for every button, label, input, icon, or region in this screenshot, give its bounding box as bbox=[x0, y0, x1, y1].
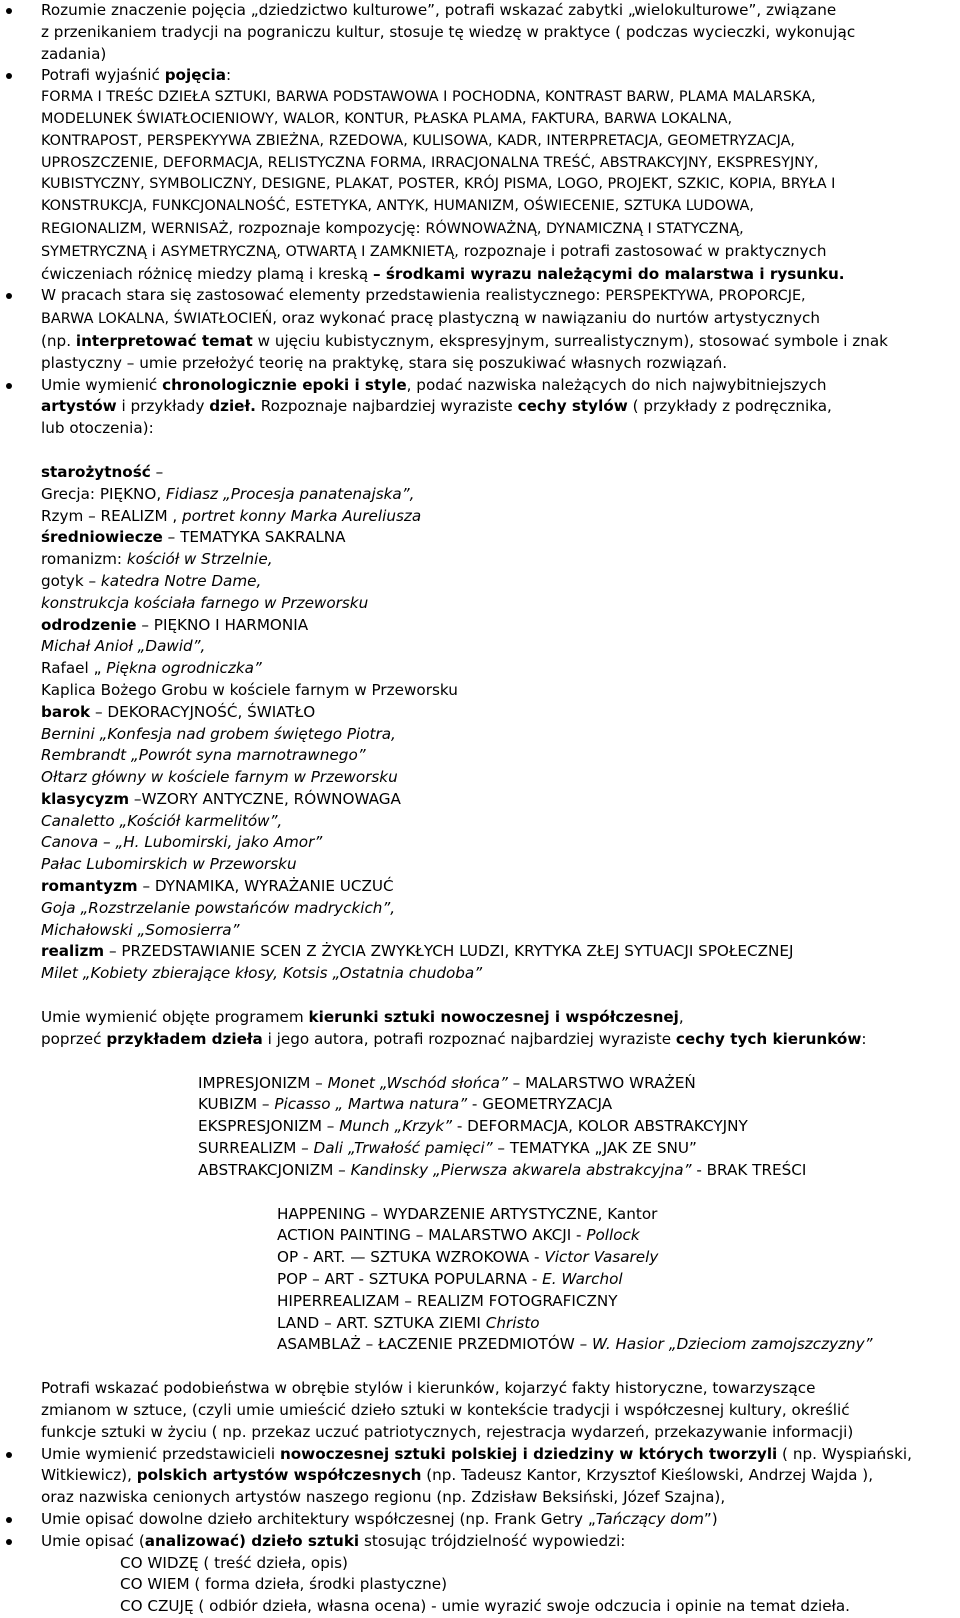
text-line: funkcje sztuki w życiu ( np. przekaz uczuć patriotycznych, rejestracja wydarzeń, przekazywanie informacji) bbox=[41, 1422, 854, 1441]
text-run: REGIONALIZM, WERNISAŻ, bbox=[41, 220, 234, 237]
text-line bbox=[41, 876, 944, 898]
text-line bbox=[41, 527, 944, 549]
text-run: Grecja: PIĘKNO, bbox=[41, 484, 167, 503]
text-line bbox=[41, 285, 944, 308]
text-run: Umie wymienić bbox=[41, 375, 163, 394]
bold-run: nowoczesnej sztuki polskiej i dziedziny w których tworzyli bbox=[279, 1444, 778, 1463]
modern-art-intro bbox=[0, 1007, 960, 1051]
text-run: ACTION PAINTING – MALARSTWO AKCJI - bbox=[277, 1226, 587, 1245]
movement-line bbox=[277, 1313, 944, 1335]
artist-name: Victor Vasarely bbox=[544, 1248, 659, 1267]
text-run: i bbox=[146, 241, 161, 260]
text-run: Potrafi wyjaśnić bbox=[41, 66, 165, 85]
text-run: – PIĘKNO I HARMONIA bbox=[136, 615, 309, 634]
text-line: Potrafi wskazać podobieństwa w obrębie stylów i kierunków, kojarzyć fakty historyczne, towarzyszące bbox=[41, 1379, 816, 1398]
spacer bbox=[0, 985, 960, 1007]
list-item-analysis bbox=[0, 1531, 960, 1618]
text-line: Michałowski „Somosierra” bbox=[41, 920, 240, 939]
styles-section bbox=[0, 462, 960, 985]
text-line: Ołtarz główny w kościele farnym w Przeworsku bbox=[41, 768, 398, 787]
text-line bbox=[41, 241, 944, 264]
epoch-name: średniowiecze bbox=[41, 528, 163, 547]
text-line: Canova – „H. Lubomirski, jako Amor” bbox=[41, 833, 323, 852]
text-run: SYMETRYCZNĄ bbox=[41, 243, 147, 260]
text-line: plastyczny – umie przełożyć teorię na praktykę, stara się poszukiwać własnych rozwiązań. bbox=[41, 353, 728, 372]
spacer bbox=[0, 440, 960, 462]
text-line: Kaplica Bożego Grobu w kościele farnym w Przeworsku bbox=[41, 680, 458, 699]
list-item-heritage bbox=[0, 0, 960, 65]
text-run: –WZORY ANTYCZNE, RÓWNOWAGA bbox=[129, 789, 401, 808]
text-run: , bbox=[678, 1008, 684, 1027]
movement-line bbox=[277, 1225, 944, 1247]
bold-run: przykładem dzieła bbox=[106, 1029, 263, 1048]
text-line bbox=[41, 462, 944, 484]
artwork-title: W. Hasior „Dzieciom zamojszczyzny” bbox=[592, 1335, 873, 1354]
artwork-title: Munch „Krzyk” bbox=[339, 1117, 453, 1136]
text-line: Rozumie znaczenie pojęcia „dziedzictwo kulturowe”, potrafi wskazać zabytki „wielokulturowe”, związane bbox=[41, 1, 837, 19]
artwork-title: portret konny Marka Aureliusza bbox=[182, 506, 422, 525]
text-line bbox=[41, 308, 944, 331]
bold-run: chronologicznie epoki i style bbox=[162, 375, 407, 394]
bold-run: kierunki sztuki nowoczesnej i współczesnej bbox=[308, 1008, 679, 1027]
text-line bbox=[41, 789, 944, 811]
text-line bbox=[41, 571, 944, 593]
text-line bbox=[41, 396, 944, 418]
text-line bbox=[41, 1509, 944, 1531]
text-run: EKSPRESJONIZM – bbox=[198, 1117, 340, 1136]
text-run: Umie opisać dowolne dzieło architektury współczesnej (np. Frank Getry „ bbox=[41, 1510, 596, 1528]
artwork-title: Kandinsky „Pierwsza akwarela abstrakcyjna” bbox=[350, 1160, 692, 1179]
text-run: Umie opisać ( bbox=[41, 1531, 145, 1550]
bold-run: artystów bbox=[41, 397, 117, 416]
bold-run: polskich artystów współczesnych bbox=[136, 1466, 422, 1485]
text-run: gotyk – bbox=[41, 571, 101, 590]
artwork-title: kościół w Strzelnie, bbox=[126, 550, 273, 569]
terms-line: FORMA I TREŚC DZIEŁA SZTUKI, BARWA PODSTAWOWA I POCHODNA, KONTRAST BARW, PLAMA MALARSKA, bbox=[41, 89, 816, 106]
text-line bbox=[41, 1007, 944, 1029]
text-run: BARWA LOKALNA, ŚWIATŁOCIEŃ, bbox=[41, 311, 277, 328]
text-run: POP – ART - SZTUKA POPULARNA - bbox=[277, 1270, 543, 1289]
text-line: konstrukcja kościała farnego w Przeworsku bbox=[41, 593, 369, 612]
text-run: – bbox=[150, 462, 164, 481]
text-run: – TEMATYKA „JAK ZE SNU” bbox=[492, 1139, 697, 1158]
epoch-name: barok bbox=[41, 702, 91, 721]
text-run: : bbox=[225, 66, 232, 85]
text-line bbox=[41, 484, 944, 506]
movements-list-1 bbox=[0, 1073, 960, 1182]
text-run: – DYNAMIKA, WYRAŻANIE UCZUĆ bbox=[137, 877, 394, 896]
text-line bbox=[41, 658, 944, 680]
text-run: Rzym – REALIZM , bbox=[41, 506, 183, 525]
list-item-architecture bbox=[0, 1509, 960, 1531]
text-run: ABSTRAKCJONIZM – bbox=[198, 1160, 351, 1179]
text-run: - BRAK TREŚCI bbox=[691, 1160, 807, 1179]
text-line: zmianom w sztuce, (czyli umie umieścić dzieło sztuki w kontekście tradycji i współczesnej kultury, określić bbox=[41, 1401, 850, 1420]
analysis-step: CO CZUJĘ ( odbiór dzieła, własna ocena) - umie wyrazić swoje odczucia i opinie na temat dzieła. bbox=[120, 1597, 851, 1616]
text-line bbox=[41, 702, 944, 724]
text-run: ”) bbox=[703, 1510, 718, 1528]
text-line bbox=[41, 615, 944, 637]
text-run: – TEMATYKA SAKRALNA bbox=[162, 528, 346, 547]
text-run: RÓWNOWAŻNĄ, DYNAMICZNĄ I STATYCZNĄ, bbox=[425, 220, 744, 237]
text-run: - GEOMETRYZACJA bbox=[467, 1095, 613, 1114]
text-line: Bernini „Konfesja nad grobem świętego Piotra, bbox=[41, 724, 396, 743]
text-line bbox=[41, 1531, 944, 1553]
list-item-concepts bbox=[0, 65, 960, 285]
analysis-steps bbox=[41, 1553, 944, 1618]
bold-run: pojęcia bbox=[164, 66, 226, 85]
spacer bbox=[0, 1356, 960, 1378]
text-run: SURREALIZM – bbox=[198, 1139, 314, 1158]
text-line bbox=[41, 331, 944, 353]
text-run: ( przykłady z podręcznika, bbox=[627, 397, 832, 416]
bold-run: interpretować temat bbox=[75, 331, 253, 350]
text-run: – PRZEDSTAWIANIE SCEN Z ŻYCIA ZWYKŁYCH LUDZI, KRYTYKA ZŁEJ SYTUACJI SPOŁECZNEJ bbox=[104, 942, 794, 961]
movement-line bbox=[198, 1138, 944, 1160]
movement-line bbox=[198, 1073, 944, 1095]
text-run: oraz wykonać pracę plastyczną w nawiązaniu do nurtów artystycznych bbox=[276, 309, 820, 328]
text-run: rozpoznaje i potrafi zastosować w praktycznych bbox=[458, 241, 827, 260]
text-line: zadania) bbox=[41, 44, 107, 63]
text-run: – DEKORACYJNOŚĆ, ŚWIATŁO bbox=[90, 702, 316, 721]
movement-line: HAPPENING – WYDARZENIE ARTYSTYCZNE, Kantor bbox=[277, 1204, 658, 1223]
text-run: OP - ART. — SZTUKA WZROKOWA - bbox=[277, 1248, 545, 1267]
text-run: : bbox=[861, 1029, 867, 1048]
text-run: Witkiewicz), bbox=[41, 1466, 137, 1485]
summary-paragraph bbox=[0, 1378, 960, 1443]
text-run: (np. Tadeusz Kantor, Krzysztof Kieślowski, Andrzej Wajda ), bbox=[421, 1466, 874, 1485]
bold-run: dzieł. bbox=[209, 397, 256, 416]
spacer bbox=[0, 1182, 960, 1204]
text-line bbox=[41, 506, 944, 528]
text-run: KUBIZM – bbox=[198, 1095, 275, 1114]
terms-line: MODELUNEK ŚWIATŁOCIENIOWY, WALOR, KONTUR, PŁASKA PLAMA, FAKTURA, BARWA LOKALNA, bbox=[41, 110, 733, 127]
movement-line bbox=[198, 1160, 944, 1182]
text-line bbox=[41, 218, 944, 241]
text-run: W pracach stara się zastosować elementy przedstawienia realistycznego: bbox=[41, 286, 606, 305]
text-run: i przykłady bbox=[116, 397, 210, 416]
text-line bbox=[41, 375, 944, 397]
text-line bbox=[41, 941, 944, 963]
spacer bbox=[0, 1051, 960, 1073]
list-item-epochs bbox=[0, 375, 960, 440]
text-run: romanizm: bbox=[41, 550, 127, 569]
list-item-polish-art bbox=[0, 1444, 960, 1509]
bold-run: – środkami wyrazu należącymi do malarstwa i rysunku. bbox=[372, 264, 845, 283]
epoch-name: klasycyzm bbox=[41, 789, 130, 808]
artwork-title: Fidiasz „Procesja panatenajska”, bbox=[166, 484, 415, 503]
text-run: PERSPEKTYWA, PROPORCJE, bbox=[605, 288, 806, 305]
text-run: , podać nazwiska należących do nich najwybitniejszych bbox=[406, 375, 827, 394]
text-line: Milet „Kobiety zbierające kłosy, Kotsis „Ostatnia chudoba” bbox=[41, 964, 483, 983]
movement-line bbox=[277, 1247, 944, 1269]
text-run: ASAMBLAŻ – ŁACZENIE PRZEDMIOTÓW – bbox=[277, 1335, 593, 1354]
text-run: poprzeć bbox=[41, 1029, 107, 1048]
text-line: Goja „Rozstrzelanie powstańców madryckich”, bbox=[41, 898, 396, 917]
text-run: stosując trójdzielność wypowiedzi: bbox=[359, 1531, 626, 1550]
terms-line: KONSTRUKCJA, FUNKCJONALNOŚĆ, ESTETYKA, ANTYK, HUMANIZM, OŚWIECENIE, SZTUKA LUDOWA, bbox=[41, 198, 754, 215]
text-run: (np. bbox=[41, 331, 76, 350]
text-line: Canaletto „Kościół karmelitów”, bbox=[41, 811, 283, 830]
artist-name: Pollock bbox=[586, 1226, 640, 1245]
movement-line: HIPERREALIZAM – REALIZM FOTOGRAFICZNY bbox=[277, 1291, 618, 1310]
movement-line bbox=[277, 1269, 944, 1291]
artwork-title: Dali „Trwałość pamięci” bbox=[313, 1139, 493, 1158]
artist-name: Christo bbox=[485, 1313, 540, 1332]
artwork-title: Piękna ogrodniczka” bbox=[101, 659, 262, 678]
text-line bbox=[41, 264, 944, 286]
epoch-name: starożytność bbox=[41, 462, 151, 481]
text-run: Rafael „ bbox=[41, 659, 102, 678]
movements-list-2 bbox=[0, 1204, 960, 1357]
list-item-realism bbox=[0, 285, 960, 374]
movement-line bbox=[277, 1334, 944, 1356]
terms-line: UPROSZCZENIE, DEFORMACJA, RELISTYCZNA FORMA, IRRACJONALNA TREŚĆ, ABSTRAKCYJNY, EKSPRESYJNY, bbox=[41, 154, 819, 171]
bold-run: cechy stylów bbox=[517, 397, 628, 416]
analysis-step: CO WIEM ( forma dzieła, środki plastyczne) bbox=[120, 1575, 447, 1594]
epoch-name: romantyzm bbox=[41, 877, 138, 896]
movement-line bbox=[198, 1094, 944, 1116]
terms-line: KUBISTYCZNY, SYMBOLICZNY, DESIGNE, PLAKAT, POSTER, KRÓJ PISMA, LOGO, PROJEKT, SZKIC, KOPIA, BRYŁA I bbox=[41, 176, 836, 193]
text-line bbox=[41, 1029, 944, 1051]
artwork-title: Monet „Wschód słońca” bbox=[327, 1073, 508, 1092]
text-line: z przenikaniem tradycji na pograniczu kultur, stosuje tę wiedzę w praktyce ( podczas wycieczki, wykonując bbox=[41, 22, 856, 41]
text-run: Umie wymienić przedstawicieli bbox=[41, 1444, 280, 1463]
text-run: LAND – ART. SZTUKA ZIEMI bbox=[277, 1313, 486, 1332]
text-line bbox=[41, 549, 944, 571]
text-run: w ujęciu kubistycznym, ekspresyjnym, surrealistycznym), stosować symbole i znak bbox=[252, 331, 888, 350]
terms-line: KONTRAPOST, PERSPEKYYWA ZBIEŻNA, RZEDOWA, KULISOWA, KADR, INTERPRETACJA, GEOMETRYZACJA, bbox=[41, 132, 795, 149]
text-run: - DEFORMACJA, KOLOR ABSTRAKCYJNY bbox=[452, 1117, 748, 1136]
text-run: – MALARSTWO WRAŻEŃ bbox=[507, 1073, 696, 1092]
artist-name: E. Warchol bbox=[542, 1270, 623, 1289]
text-run: Umie wymienić objęte programem bbox=[41, 1008, 309, 1027]
text-line: Michał Anioł „Dawid”, bbox=[41, 637, 206, 656]
text-line bbox=[41, 1465, 944, 1487]
text-run: ćwiczeniach różnicę miedzy plamą i kreską bbox=[41, 264, 373, 283]
text-line: lub otoczenia): bbox=[41, 419, 154, 438]
bold-run: cechy tych kierunków bbox=[675, 1029, 862, 1048]
text-line bbox=[41, 1444, 944, 1466]
text-run: Rozpoznaje najbardziej wyraziste bbox=[255, 397, 518, 416]
artwork-title: katedra Notre Dame, bbox=[100, 571, 262, 590]
artwork-title: Picasso „ Martwa natura” bbox=[274, 1095, 468, 1114]
bold-run: analizować) dzieło sztuki bbox=[144, 1531, 360, 1550]
text-run: ASYMETRYCZNĄ, OTWARTĄ I ZAMKNIETĄ, bbox=[160, 243, 459, 260]
epoch-name: odrodzenie bbox=[41, 615, 137, 634]
artwork-title: Tańczący dom bbox=[595, 1510, 704, 1528]
text-run: ( np. Wyspiański, bbox=[777, 1444, 912, 1463]
text-run: i jego autora, potrafi rozpoznać najbardziej wyraziste bbox=[262, 1029, 676, 1048]
movement-line bbox=[198, 1116, 944, 1138]
text-line: oraz nazwiska cenionych artystów naszego regionu (np. Zdzisław Beksiński, Józef Szajna), bbox=[41, 1488, 726, 1507]
analysis-step: CO WIDZĘ ( treść dzieła, opis) bbox=[120, 1553, 348, 1572]
text-line: Rembrandt „Powrót syna marnotrawnego” bbox=[41, 746, 366, 765]
text-line: Pałac Lubomirskich w Przeworsku bbox=[41, 855, 297, 874]
text-run: rozpoznaje kompozycję: bbox=[233, 218, 426, 237]
epoch-name: realizm bbox=[41, 942, 105, 961]
text-line bbox=[41, 65, 944, 87]
text-run: IMPRESJONIZM – bbox=[198, 1073, 328, 1092]
